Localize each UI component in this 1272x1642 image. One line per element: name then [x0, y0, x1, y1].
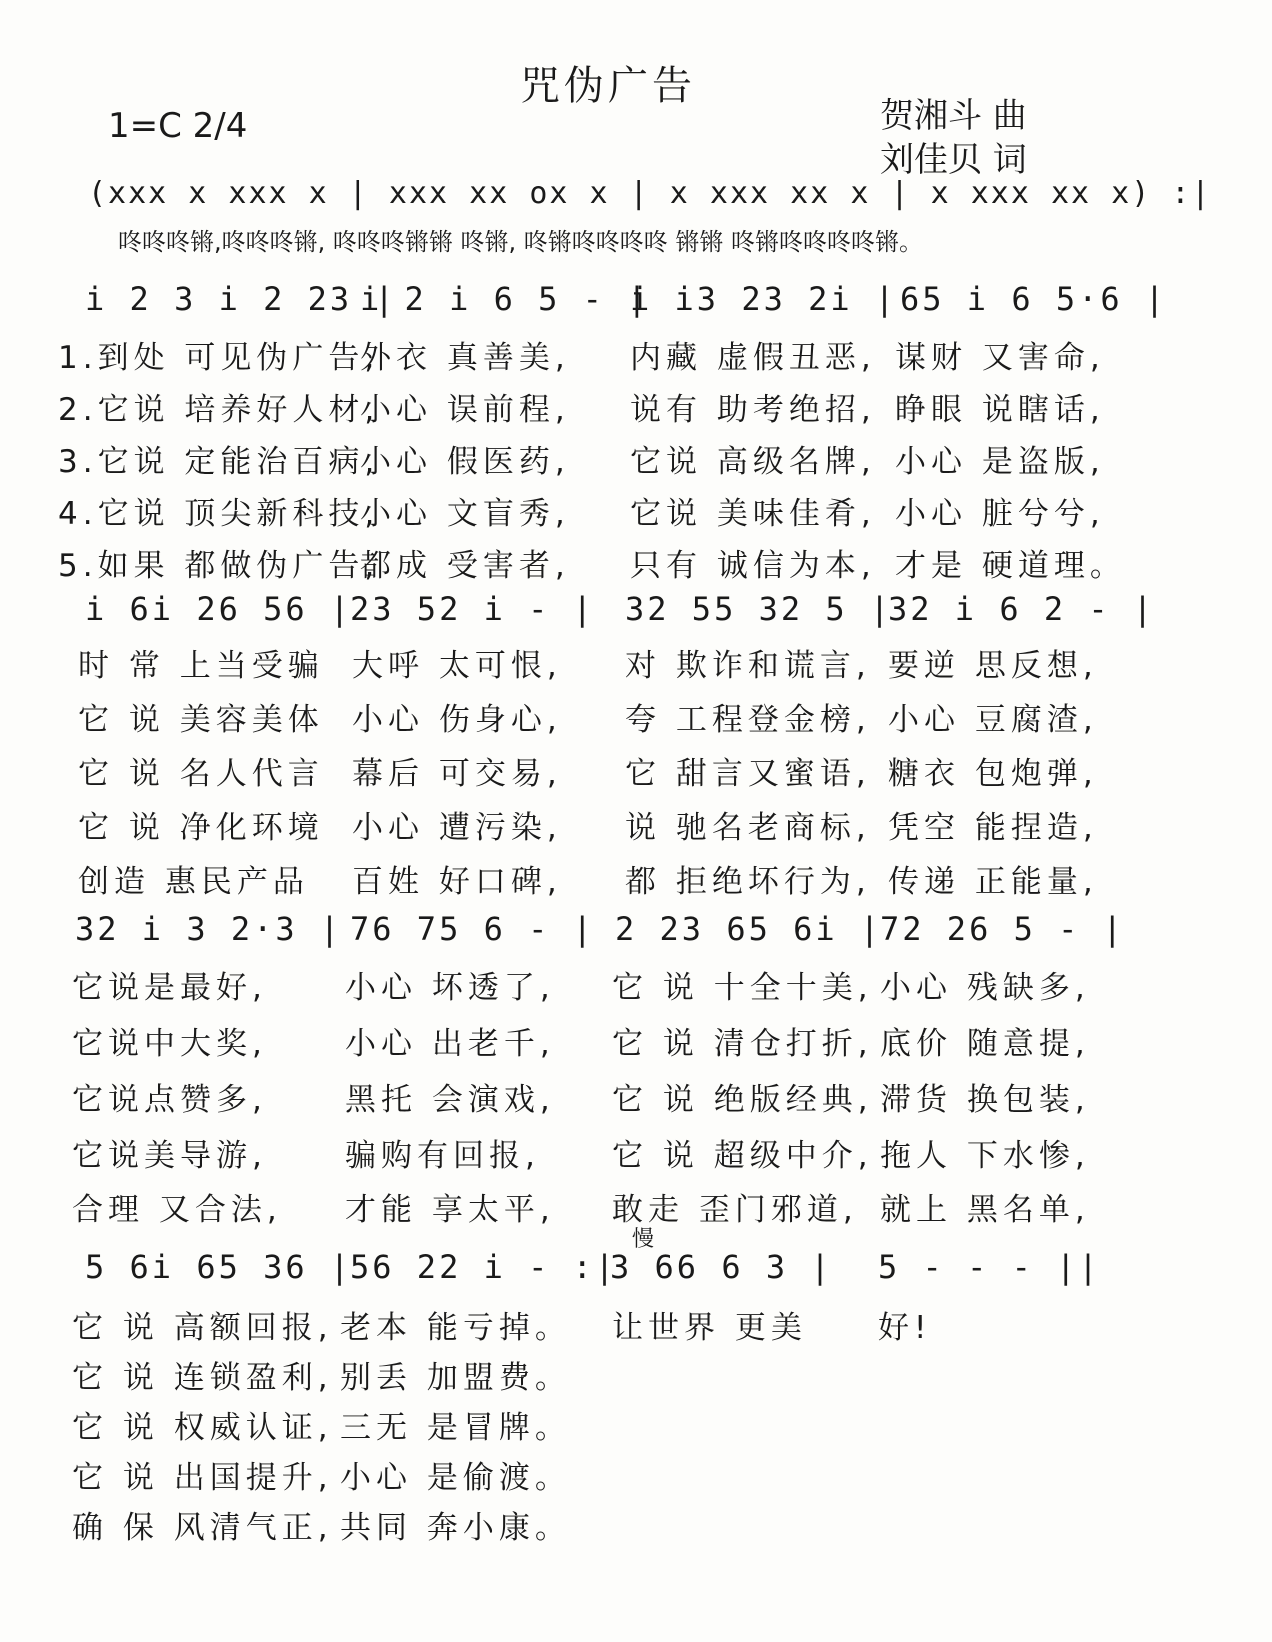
lyric: 它 说 美容美体	[78, 702, 324, 738]
lyric: 都 拒绝坏行为,	[625, 864, 871, 900]
lyric: 2.它说 培养好人材,	[58, 392, 380, 428]
lyric: 它 说 高额回报,	[72, 1310, 333, 1346]
lyric: 小心 伤身心,	[352, 702, 562, 738]
lyric: 共同 奔小康。	[340, 1510, 571, 1546]
lyric: 它 说 超级中介,	[612, 1138, 873, 1174]
lyric: 老本 能亏掉。	[340, 1310, 571, 1346]
credits	[880, 94, 1027, 182]
lyric: 它 说 绝版经典,	[612, 1082, 873, 1118]
notation-bar: i 2 3 i 2 23 |	[85, 280, 397, 318]
lyric: 黑托 会演戏,	[345, 1082, 555, 1118]
tempo-marking: 慢	[632, 1227, 655, 1252]
lyric: 确 保 风清气正,	[72, 1510, 333, 1546]
lyric: 小心 是盗版,	[895, 444, 1105, 480]
song-title: 咒伪广告	[520, 63, 696, 109]
lyric: 小心 是偷渡。	[340, 1460, 571, 1496]
lyric: 说有 助考绝招,	[630, 392, 876, 428]
lyric: 它说中大奖,	[72, 1026, 267, 1062]
lyric: 说 驰名老商标,	[625, 810, 871, 846]
lyricist-credit: 刘佳贝 词	[880, 140, 1027, 180]
lyric: 拖人 下水惨,	[880, 1138, 1090, 1174]
lyric: 它 甜言又蜜语,	[625, 756, 871, 792]
notation-bar: 76 75 6 - |	[350, 910, 595, 948]
notation-bar: 23 52 i - |	[350, 590, 595, 628]
lyric: 3.它说 定能治百病,	[58, 444, 380, 480]
lyric: 它 说 权威认证,	[72, 1410, 333, 1446]
lyric: 它说 美味佳肴,	[630, 496, 876, 532]
lyric: 小心 坏透了,	[345, 970, 555, 1006]
lyric: 它 说 十全十美,	[612, 970, 873, 1006]
lyric: 小心 残缺多,	[880, 970, 1090, 1006]
lyric: 只有 诚信为本,	[630, 548, 876, 584]
lyric: 幕后 可交易,	[352, 756, 562, 792]
lyric: 它说美导游,	[72, 1138, 267, 1174]
lyric: 才能 享太平,	[345, 1192, 555, 1228]
lyric: 它 说 连锁盈利,	[72, 1360, 333, 1396]
lyric: 小心 豆腐渣,	[888, 702, 1098, 738]
notation-bar: 32 i 3 2·3 |	[75, 910, 343, 948]
lyric: 小心 假医药,	[360, 444, 570, 480]
lyric: 4.它说 顶尖新科技,	[58, 496, 380, 532]
lyric: 才是 硬道理。	[895, 548, 1126, 584]
lyric: 小心 遭污染,	[352, 810, 562, 846]
lyric: 底价 随意提,	[880, 1026, 1090, 1062]
lyric: 1.到处 可见伪广告,	[58, 340, 380, 376]
notation-bar: 32 55 32 5 |	[625, 590, 893, 628]
lyric: 时 常 上当受骗	[78, 648, 324, 684]
notation-bar: 5 6i 65 36 |	[85, 1248, 353, 1286]
lyric: 谋财 又害命,	[895, 340, 1105, 376]
lyric: 敢走 歪门邪道,	[612, 1192, 858, 1228]
percussion-syllables: 咚咚咚锵,咚咚咚锵, 咚咚咚锵锵 咚锵, 咚锵咚咚咚咚 锵锵 咚锵咚咚咚咚锵。	[118, 228, 924, 256]
notation-bar: i i3 23 2i |	[630, 280, 898, 318]
notation-bar: i 2 i 6 5 - |	[360, 280, 650, 318]
lyric: 它 说 净化环境	[78, 810, 324, 846]
notation-bar: 65 i 6 5·6 |	[900, 280, 1168, 318]
lyric: 外衣 真善美,	[360, 340, 570, 376]
lyric: 就上 黑名单,	[880, 1192, 1090, 1228]
ending-lyric: 让世界 更美	[612, 1310, 807, 1346]
lyric: 它 说 出国提升,	[72, 1460, 333, 1496]
composer-credit: 贺湘斗 曲	[880, 96, 1027, 136]
lyric: 它 说 名人代言	[78, 756, 324, 792]
lyric: 要逆 思反想,	[888, 648, 1098, 684]
lyric: 对 欺诈和谎言,	[625, 648, 871, 684]
lyric: 5.如果 都做伪广告,	[58, 548, 380, 584]
lyric: 三无 是冒牌。	[340, 1410, 571, 1446]
key-signature: 1=C 2/4	[108, 106, 248, 146]
lyric: 百姓 好口碑,	[352, 864, 562, 900]
notation-bar: 32 i 6 2 - |	[888, 590, 1156, 628]
lyric: 传递 正能量,	[888, 864, 1098, 900]
lyric: 凭空 能捏造,	[888, 810, 1098, 846]
lyric: 小心 文盲秀,	[360, 496, 570, 532]
percussion-intro: (xxx x xxx x | xxx xx ox x | x xxx xx x | x xxx xx x) :|	[88, 176, 1212, 211]
ending-lyric: 好!	[878, 1310, 932, 1346]
lyric: 它 说 清仓打折,	[612, 1026, 873, 1062]
lyric: 小心 脏兮兮,	[895, 496, 1105, 532]
lyric: 它说点赞多,	[72, 1082, 267, 1118]
lyric: 睁眼 说瞎话,	[895, 392, 1105, 428]
lyric: 糖衣 包炮弹,	[888, 756, 1098, 792]
lyric: 别丢 加盟费。	[340, 1360, 571, 1396]
lyric: 小心 误前程,	[360, 392, 570, 428]
lyric: 它说是最好,	[72, 970, 267, 1006]
lyric: 小心 出老千,	[345, 1026, 555, 1062]
notation-bar: 2 23 65 6i |	[615, 910, 883, 948]
lyric: 夸 工程登金榜,	[625, 702, 871, 738]
notation-bar: 3 66 6 3 |	[610, 1248, 833, 1286]
lyric: 骗购有回报,	[345, 1138, 540, 1174]
lyric: 创造 惠民产品	[78, 864, 309, 900]
notation-bar: i 6i 26 56 |	[85, 590, 353, 628]
notation-bar: 56 22 i - :|	[350, 1248, 618, 1286]
lyric: 都成 受害者,	[360, 548, 570, 584]
lyric: 大呼 太可恨,	[352, 648, 562, 684]
lyric: 内藏 虚假丑恶,	[630, 340, 876, 376]
notation-bar: 72 26 5 - |	[880, 910, 1125, 948]
lyric: 它说 高级名牌,	[630, 444, 876, 480]
lyric: 滞货 换包装,	[880, 1082, 1090, 1118]
notation-bar: 5 - - - ||	[878, 1248, 1101, 1286]
lyric: 合理 又合法,	[72, 1192, 282, 1228]
